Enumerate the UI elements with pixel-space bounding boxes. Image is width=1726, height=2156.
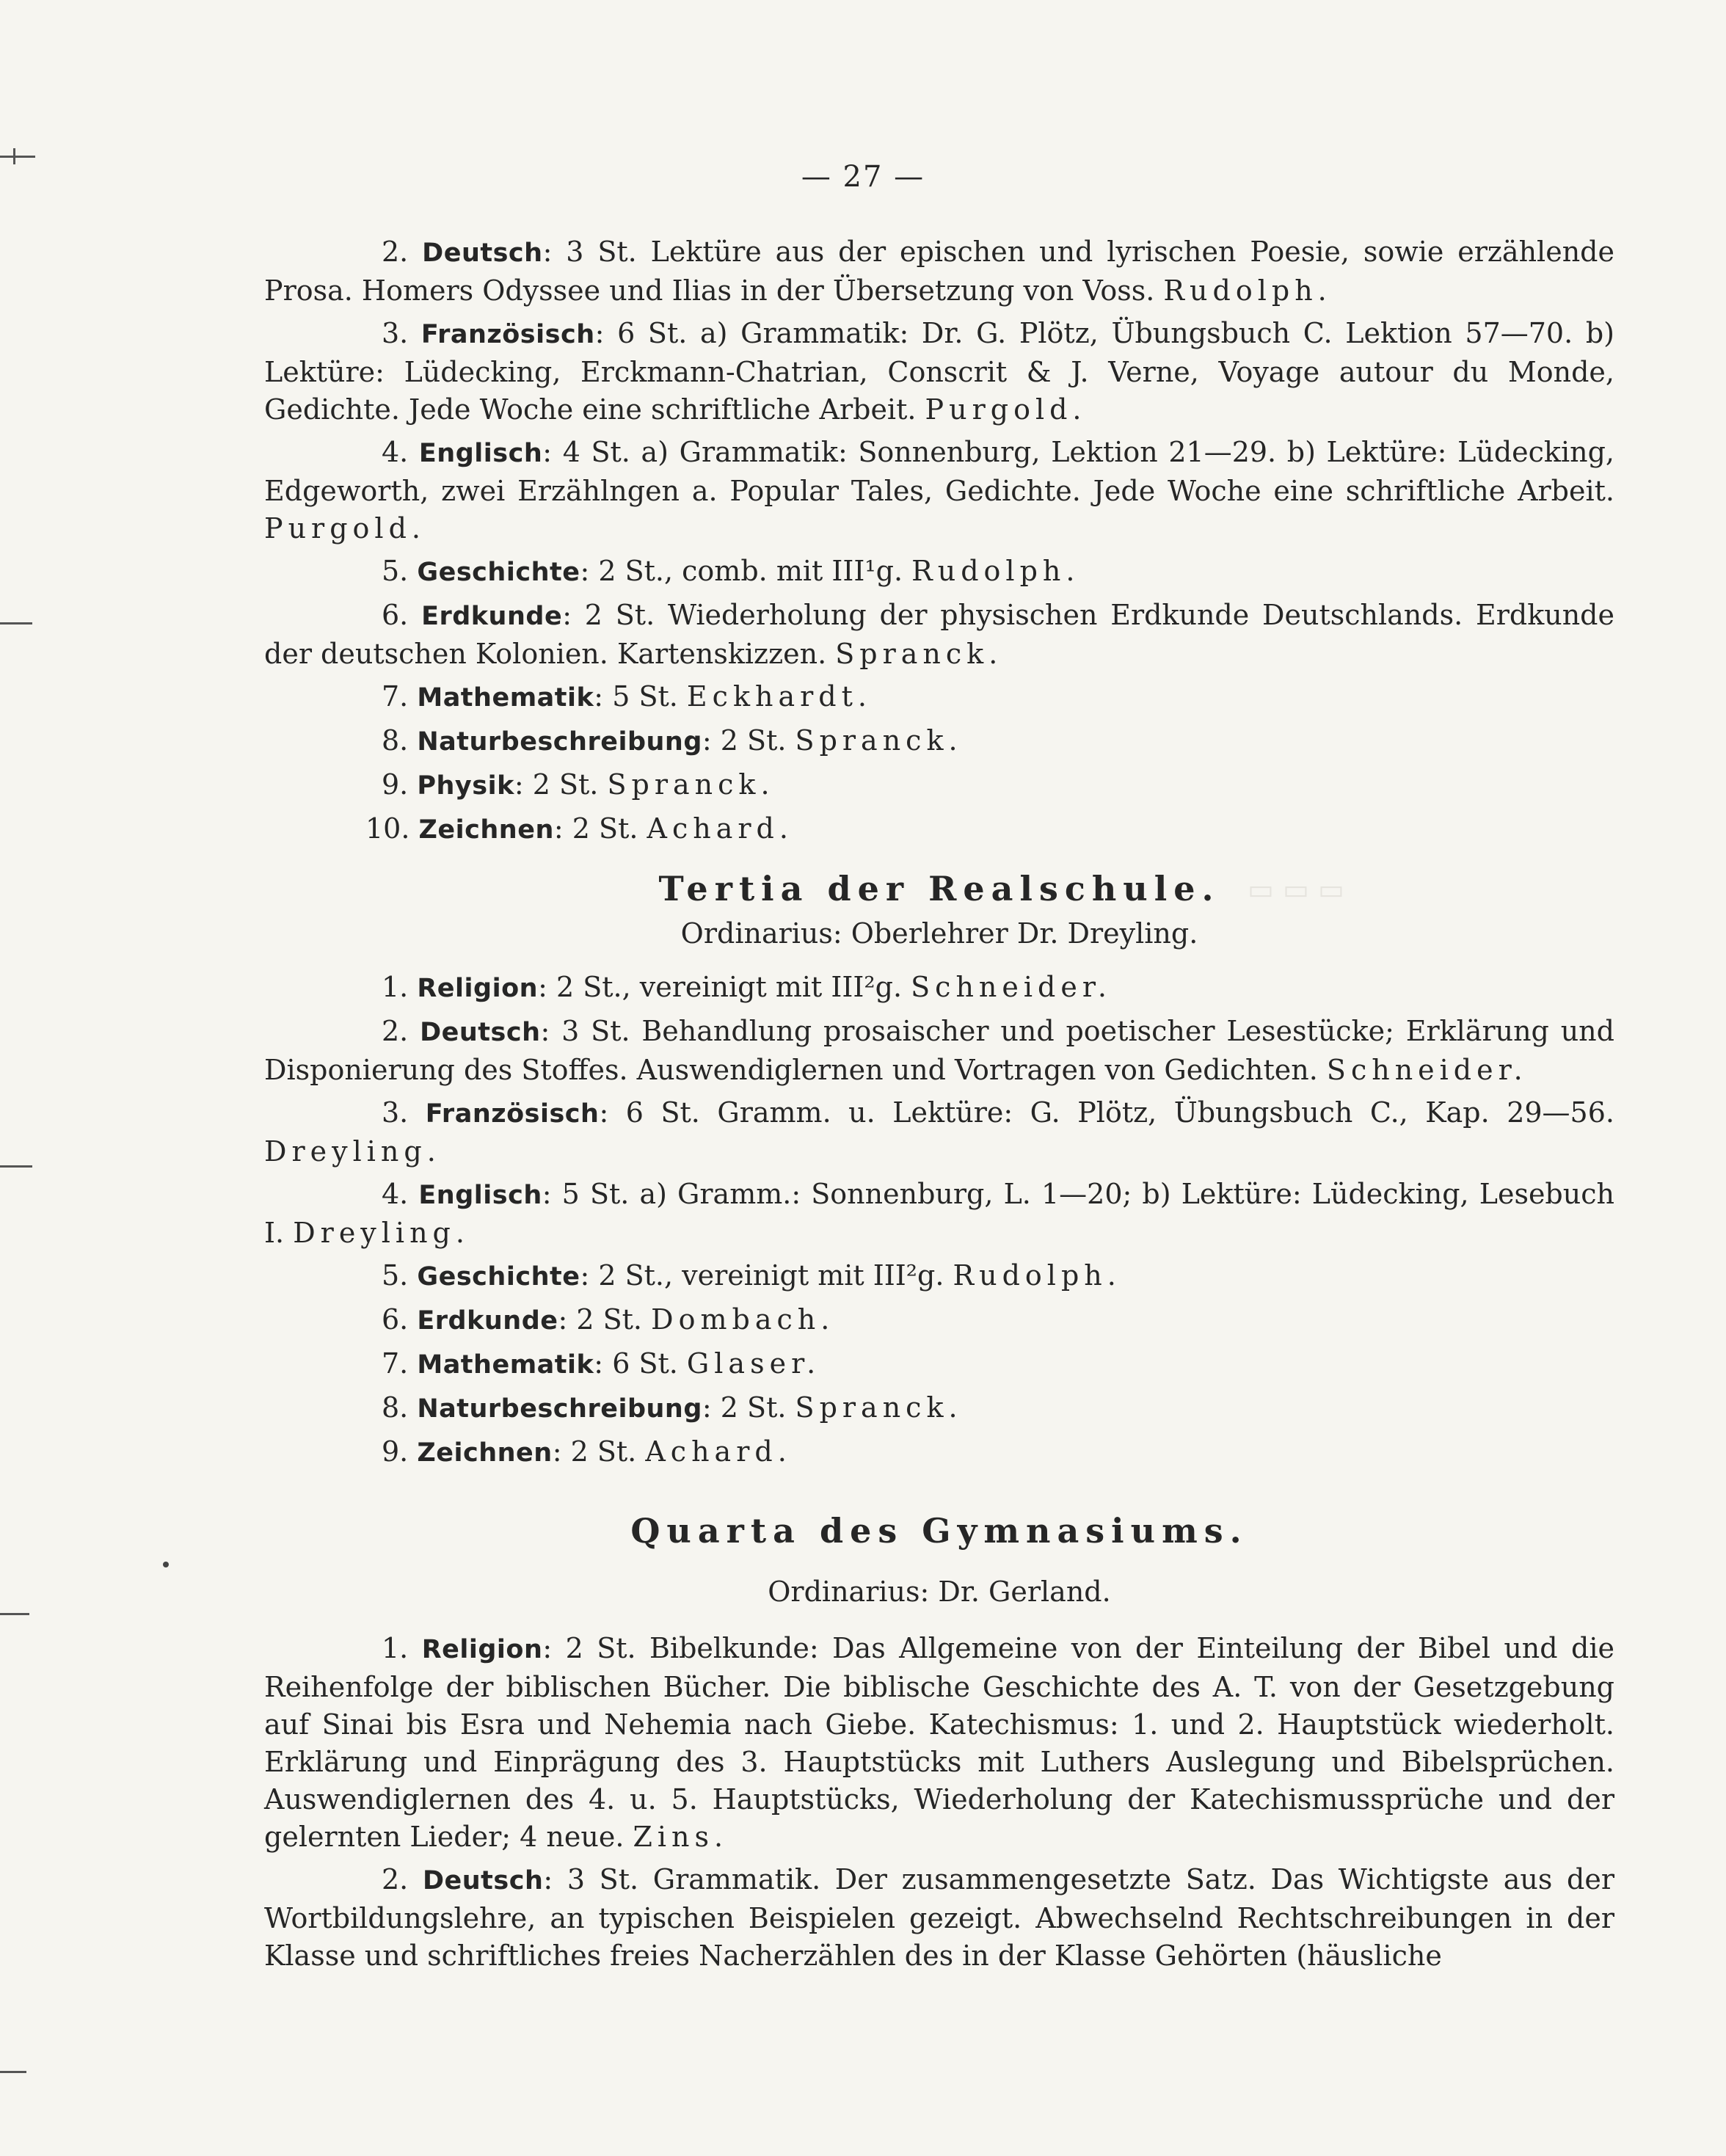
show-through-decoration: ▭ ▭ ▭: [1248, 873, 1344, 906]
subject-entry: 1. Religion: 2 St., vereinigt mit III²g. Schneider.: [382, 971, 1112, 1003]
subject-entry: 8. Naturbeschreibung: 2 St. Spranck.: [382, 724, 963, 757]
subject-name: Religion: [417, 974, 539, 1003]
teacher-name: Schneider.: [911, 971, 1112, 1003]
subject-entry: 5. Geschichte: 2 St., vereinigt mit III²g. Rudolph.: [382, 1259, 1121, 1292]
subject-name: Geschichte: [417, 558, 580, 587]
subject-name: Erdkunde: [417, 1306, 558, 1336]
teacher-name: Purgold.: [264, 512, 426, 545]
teacher-name: Rudolph.: [911, 555, 1080, 587]
margin-mark: [0, 622, 32, 624]
subject-entry: 9. Zeichnen: 2 St. Achard.: [382, 1435, 792, 1468]
subject-entry: 4. Englisch: 4 St. a) Grammatik: Sonnenburg, Lektion 21—29. b) Lektüre: Lüdecking, Edgeworth, zwei Erzählngen a. Popular Tales, Gedichte. Jede Woche eine schriftliche Arbeit. Purgold.: [264, 436, 1614, 545]
subject-entry: 8. Naturbeschreibung: 2 St. Spranck.: [382, 1391, 963, 1424]
subject-entry: 7. Mathematik: 5 St. Eckhardt.: [382, 680, 872, 713]
section-tertia-realschule: [264, 867, 1614, 1472]
teacher-name: Purgold.: [925, 393, 1087, 426]
subject-name: Erdkunde: [421, 602, 563, 631]
subject-entry: 4. Englisch: 5 St. a) Gramm.: Sonnenburg, L. 1—20; b) Lektüre: Lüdecking, Lesebuch I. Dreyling.: [264, 1178, 1614, 1249]
subject-name: Deutsch: [422, 1866, 544, 1895]
teacher-name: Achard.: [645, 1435, 792, 1468]
margin-mark: [0, 156, 35, 158]
margin-mark: [0, 1613, 29, 1615]
subject-entry: 7. Mathematik: 6 St. Glaser.: [382, 1347, 821, 1380]
main-text: [264, 233, 1614, 1975]
subject-name: Zeichnen: [417, 1438, 553, 1468]
subject-entry: 1. Religion: 2 St. Bibelkunde: Das Allgemeine von der Einteilung der Bibel und die Reihenfolge der biblischen Bücher. Die biblische Geschichte des A. T. von der Gesetzgebung auf Sinai bis Esra und Nehemia nach Giebe. Katechismus: 1. und 2. Hauptstück wiederholt. Erklärung und Einprägung des 3. Hauptstücks mit Luthers Auslegung und Bibelsprüchen. Auswendiglernen des 4. u. 5. Hauptstücks, Wiederholung der Katechismussprüche und der gelernten Lieder; 4 neue. Zins.: [264, 1632, 1614, 1853]
teacher-name: Dreyling.: [293, 1217, 470, 1249]
subject-name: Zeichnen: [418, 815, 554, 845]
subject-name: Französisch: [420, 320, 595, 349]
subject-entry: 9. Physik: 2 St. Spranck.: [382, 768, 775, 801]
ordinarius-line: Ordinarius: Oberlehrer Dr. Dreyling.: [680, 917, 1198, 950]
ordinarius-line: Ordinarius: Dr. Gerland.: [768, 1576, 1111, 1608]
subject-name: Mathematik: [417, 1350, 594, 1380]
teacher-name: Spranck.: [607, 768, 775, 801]
subject-name: Naturbeschreibung: [417, 727, 702, 757]
teacher-name: Spranck.: [795, 724, 963, 757]
subject-entry: 2. Deutsch: 3 St. Behandlung prosaischer und poetischer Lesestücke; Erklärung und Disponierung des Stoffes. Auswendiglernen und Vortragen von Gedichten. Schneider.: [264, 1015, 1614, 1086]
teacher-name: Glaser.: [686, 1347, 821, 1380]
subject-entry: 5. Geschichte: 2 St., comb. mit III¹g. Rudolph.: [382, 555, 1080, 587]
subject-name: Mathematik: [417, 683, 594, 713]
section-previous-class: [264, 233, 1614, 849]
subject-name: Englisch: [418, 439, 543, 468]
subject-name: Französisch: [425, 1099, 600, 1129]
teacher-name: Spranck.: [795, 1391, 963, 1424]
subject-entry: 10. Zeichnen: 2 St. Achard.: [365, 812, 793, 845]
subject-entry: 2. Deutsch: 3 St. Lektüre aus der epischen und lyrischen Poesie, sowie erzählende Prosa. Homers Odyssee und Ilias in der Übersetzung von Voss. Rudolph.: [264, 236, 1614, 307]
subject-entry: 3. Französisch: 6 St. a) Grammatik: Dr. G. Plötz, Übungsbuch C. Lektion 57—70. b) Lektüre: Lüdecking, Erckmann-Chatrian, Conscrit & J. Verne, Voyage autour du Monde, Gedichte. Jede Woche eine schriftliche Arbeit. Purgold.: [264, 317, 1614, 426]
subject-name: Religion: [421, 1635, 543, 1664]
page-number: — 27 —: [801, 160, 925, 194]
subject-entry: 6. Erdkunde: 2 St. Wiederholung der physischen Erdkunde Deutschlands. Erdkunde der deutschen Kolonien. Kartenskizzen. Spranck.: [264, 599, 1614, 670]
margin-dot: [163, 1562, 169, 1567]
section-quarta-gymnasium: [264, 1509, 1614, 1975]
teacher-name: Eckhardt.: [686, 680, 872, 713]
subject-entry: 3. Französisch: 6 St. Gramm. u. Lektüre: G. Plötz, Übungsbuch C., Kap. 29—56. Dreyling.: [264, 1096, 1614, 1168]
subject-name: Deutsch: [420, 1018, 541, 1047]
teacher-name: Dombach.: [651, 1303, 835, 1336]
subject-name: Geschichte: [417, 1262, 580, 1292]
section-heading: Tertia der Realschule.: [658, 869, 1220, 908]
subject-name: Englisch: [418, 1181, 542, 1210]
subject-name: Naturbeschreibung: [417, 1394, 702, 1424]
teacher-name: Dreyling.: [264, 1135, 441, 1168]
margin-mark: [0, 2071, 26, 2073]
teacher-name: Schneider.: [1326, 1054, 1528, 1086]
subject-name: Deutsch: [422, 238, 543, 268]
subject-entry: 2. Deutsch: 3 St. Grammatik. Der zusammengesetzte Satz. Das Wichtigste aus der Wortbildungslehre, an typischen Beispielen gezeigt. Abwechselnd Rechtschreibungen in der Klasse und schriftliches freies Nacherzählen des in der Klasse Gehörten (häusliche: [264, 1863, 1614, 1972]
subject-entry: 6. Erdkunde: 2 St. Dombach.: [382, 1303, 835, 1336]
margin-mark: [0, 1165, 32, 1168]
teacher-name: Zins.: [633, 1821, 729, 1853]
section-heading: Quarta des Gymnasiums.: [630, 1511, 1248, 1551]
teacher-name: Spranck.: [835, 638, 1003, 670]
subject-name: Physik: [417, 771, 514, 801]
teacher-name: Rudolph.: [953, 1259, 1121, 1292]
teacher-name: Rudolph.: [1163, 274, 1332, 307]
teacher-name: Achard.: [647, 812, 793, 845]
